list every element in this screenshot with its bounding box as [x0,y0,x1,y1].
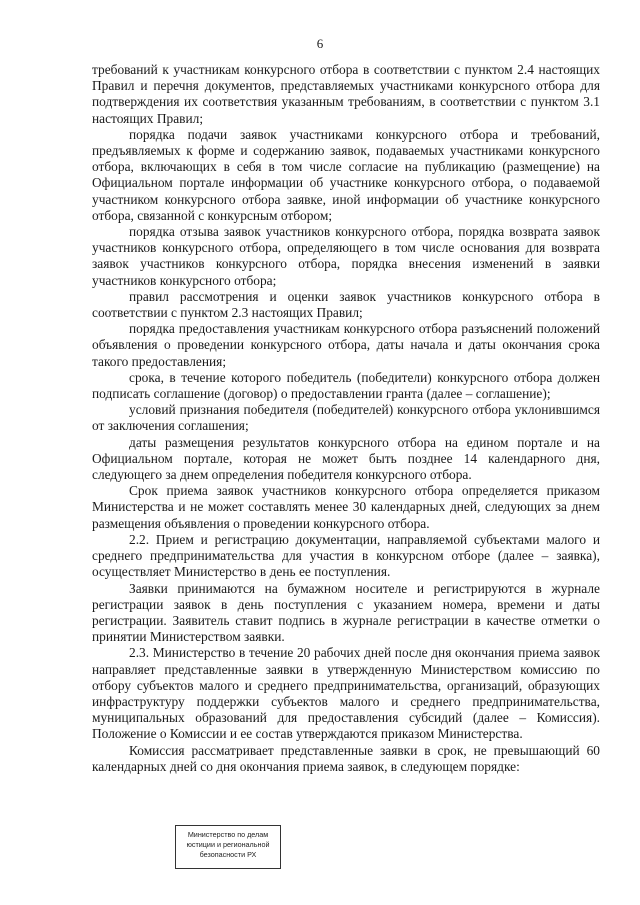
stamp-line: безопасности РХ [199,850,257,859]
paragraph: требований к участникам конкурсного отбора в соответствии с пунктом 2.4 настоящих Правил и перечня документов, представляемых участниками конкурсного отбора для подтверждения их соответствия указанным требованиям, в соответствии с пунктом 3.1 настоящих Правил; [92,62,600,126]
paragraph: Срок приема заявок участников конкурсного отбора определяется приказом Министерства и не может составлять менее 30 календарных дней, следующих за днем размещения объявления о проведении конкурсного отбора. [92,483,600,531]
paragraph: Заявки принимаются на бумажном носителе и регистрируются в журнале регистрации заявок в день поступления с указанием номера, времени и даты регистрации. Заявитель ставит подпись в журнале регистрации в качестве отметки о принятии Министерством заявки. [92,580,600,645]
page-number: 6 [316,36,324,51]
paragraph: условий признания победителя (победителей) конкурсного отбора уклонившимся от заключения соглашения; [92,402,600,434]
paragraph: даты размещения результатов конкурсного отбора на едином портале и на Официальном портале, которая не может быть позднее 14 календарного дня, следующего за днем определения победителя конкурсного отбора. [92,434,600,483]
stamp-line: Министерство по делам [187,830,269,839]
paragraph: Комиссия рассматривает представленные заявки в срок, не превышающий 60 календарных дней со дня окончания приема заявок, в следующем порядке: [92,742,600,774]
ministry-stamp [175,825,281,869]
document-body [92,62,600,775]
paragraph: срока, в течение которого победитель (победители) конкурсного отбора должен подписать соглашение (договор) о предоставлении гранта (далее – соглашение); [92,369,600,402]
paragraph: порядка предоставления участникам конкурсного отбора разъяснений положений объявления о проведении конкурсного отбора, даты начала и даты окончания срока такого предоставления; [92,321,600,369]
paragraph: порядка отзыва заявок участников конкурсного отбора, порядка возврата заявок участников конкурсного отбора, определяющего в том числе основания для возврата заявок участников конкурсного отбора, порядка внесения изменений в заявки участников конкурсного отбора; [92,224,600,288]
stamp-line: юстиции и региональной [186,840,270,849]
paragraph: порядка подачи заявок участниками конкурсного отбора и требований, предъявляемых к форме и содержанию заявок, подаваемых участниками конкурсного отбора, включающих в себя в том числе согласие на публикацию (размещение) на Официальном портале информации об участнике конкурсного отбора, о подаваемой участником конкурсного отбора заявке, иной информации об участнике конкурсного отбора, связанной с конкурсным отбором; [92,126,600,223]
paragraph: правил рассмотрения и оценки заявок участников конкурсного отбора в соответствии с пунктом 2.3 настоящих Правил; [92,288,600,321]
paragraph: 2.3. Министерство в течение 20 рабочих дней после дня окончания приема заявок направляет представленные заявки в утвержденную Министерством комиссию по отбору субъектов малого и среднего предпринимательства, организаций, образующих инфраструктуру поддержки субъектов малого и среднего предпринимательства, муниципальных образований для предоставления субсидий (далее – Комиссия). Положение о Комиссии и ее состав утверждаются приказом Министерства. [92,645,600,742]
paragraph: 2.2. Прием и регистрацию документации, направляемой субъектами малого и среднего предпринимательства для участия в конкурсном отборе (далее – заявка), осуществляет Министерство в день ее поступления. [92,531,600,580]
